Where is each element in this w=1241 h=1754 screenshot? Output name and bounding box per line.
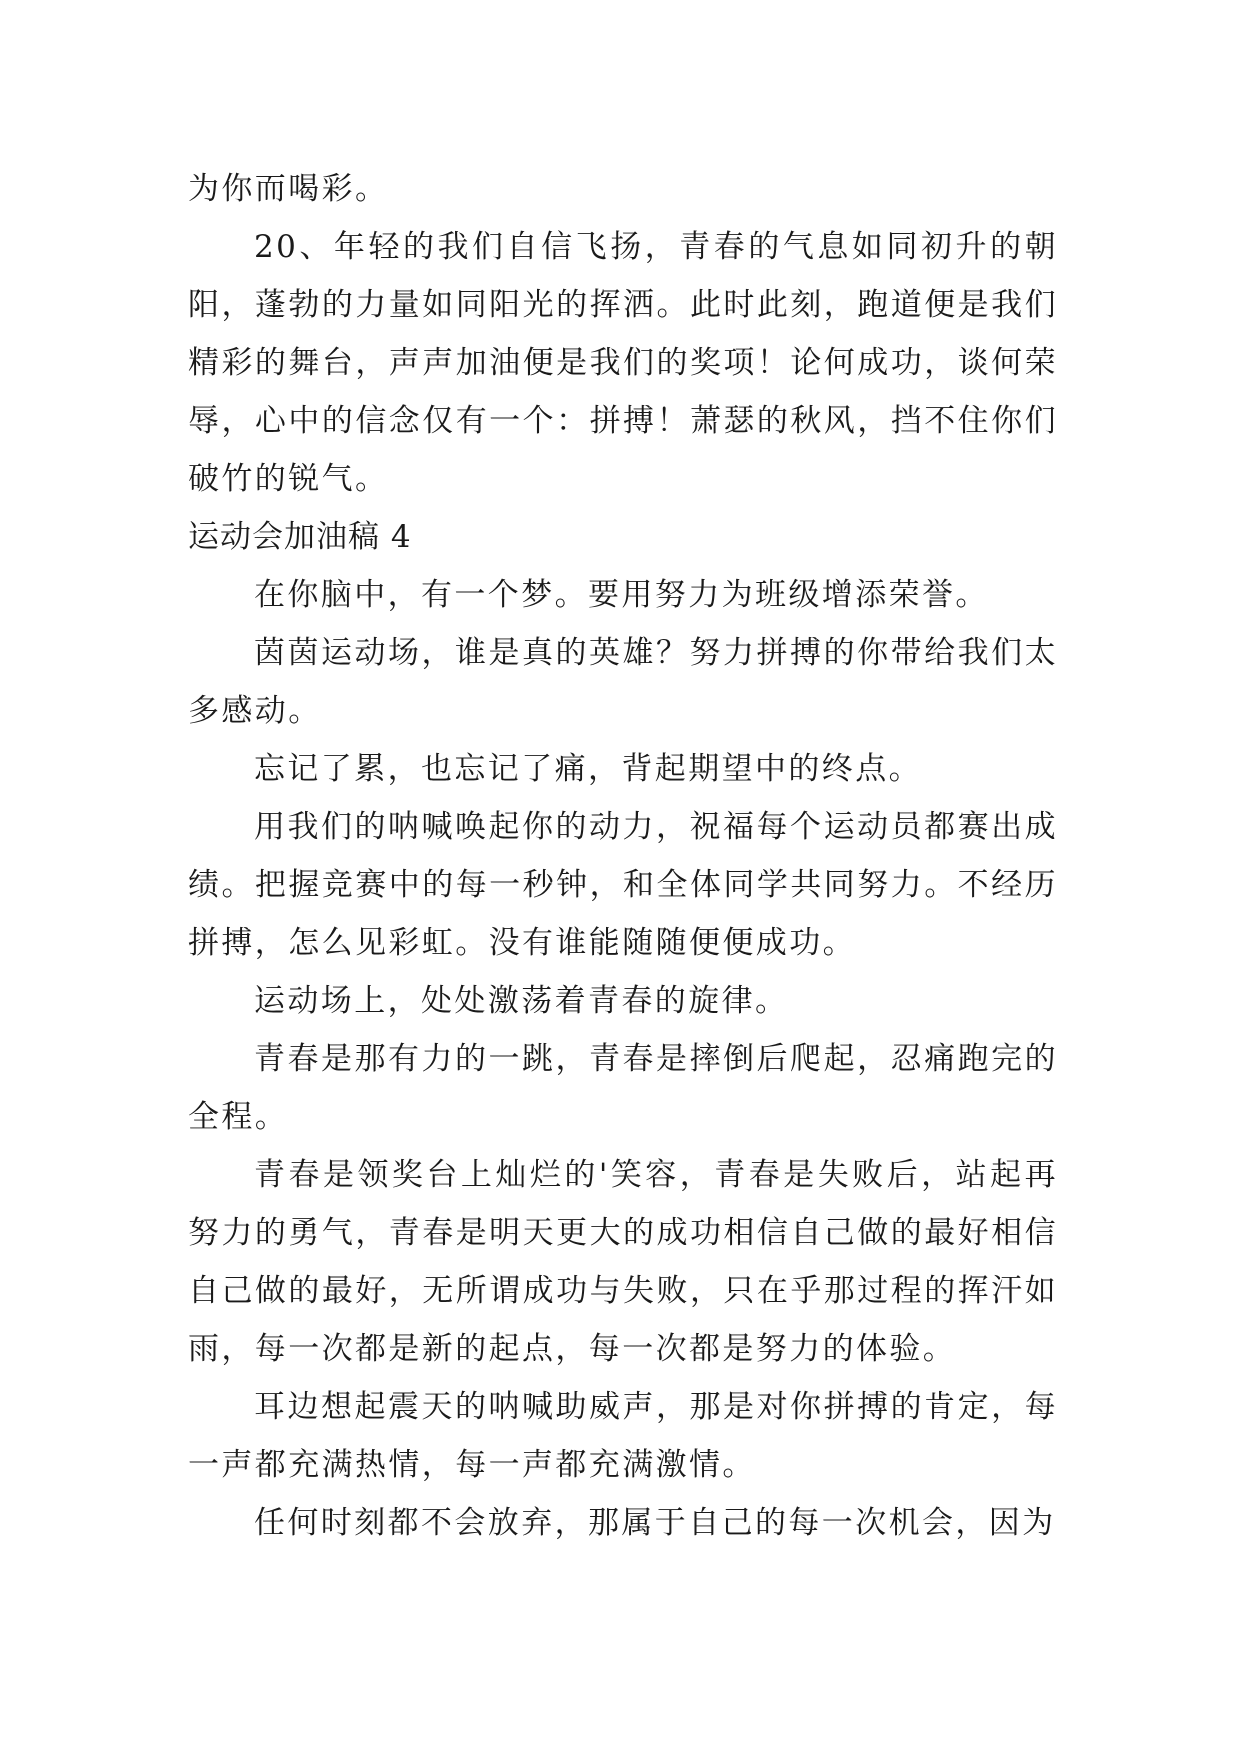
paragraph: 茵茵运动场，谁是真的英雄？努力拼搏的你带给我们太多感动。 xyxy=(188,635,1058,729)
paragraph: 任何时刻都不会放弃，那属于自己的每一次机会，因为 xyxy=(254,1505,1056,1541)
paragraph-continuation: 为你而喝彩。 xyxy=(188,171,389,207)
paragraph: 青春是领奖台上灿烂的'笑容，青春是失败后，站起再努力的勇气，青春是明天更大的成功相信自己做的最好相信自己做的最好，无所谓成功与失败，只在乎那过程的挥汗如雨，每一次都是新的起点，每一次都是努力的体验。 xyxy=(188,1157,1058,1367)
paragraph: 用我们的呐喊唤起你的动力，祝福每个运动员都赛出成绩。把握竞赛中的每一秒钟，和全体同学共同努力。不经历拼搏，怎么见彩虹。没有谁能随随便便成功。 xyxy=(188,809,1058,961)
paragraph-item-20: 20、年轻的我们自信飞扬，青春的气息如同初升的朝阳，蓬勃的力量如同阳光的挥洒。此时此刻，跑道便是我们精彩的舞台，声声加油便是我们的奖项！论何成功，谈何荣辱，心中的信念仅有一个：拼搏！萧瑟的秋风，挡不住你们破竹的锐气。 xyxy=(188,229,1058,497)
document-body xyxy=(188,160,1058,1552)
paragraph: 在你脑中，有一个梦。要用努力为班级增添荣誉。 xyxy=(254,577,989,613)
paragraph: 忘记了累，也忘记了痛，背起期望中的终点。 xyxy=(254,751,922,787)
paragraph: 耳边想起震天的呐喊助威声，那是对你拼搏的肯定，每一声都充满热情，每一声都充满激情。 xyxy=(188,1389,1058,1483)
section-heading: 运动会加油稿 4 xyxy=(188,519,412,555)
paragraph: 青春是那有力的一跳，青春是摔倒后爬起，忍痛跑完的全程。 xyxy=(188,1041,1058,1135)
paragraph: 运动场上，处处激荡着青春的旋律。 xyxy=(254,983,789,1019)
